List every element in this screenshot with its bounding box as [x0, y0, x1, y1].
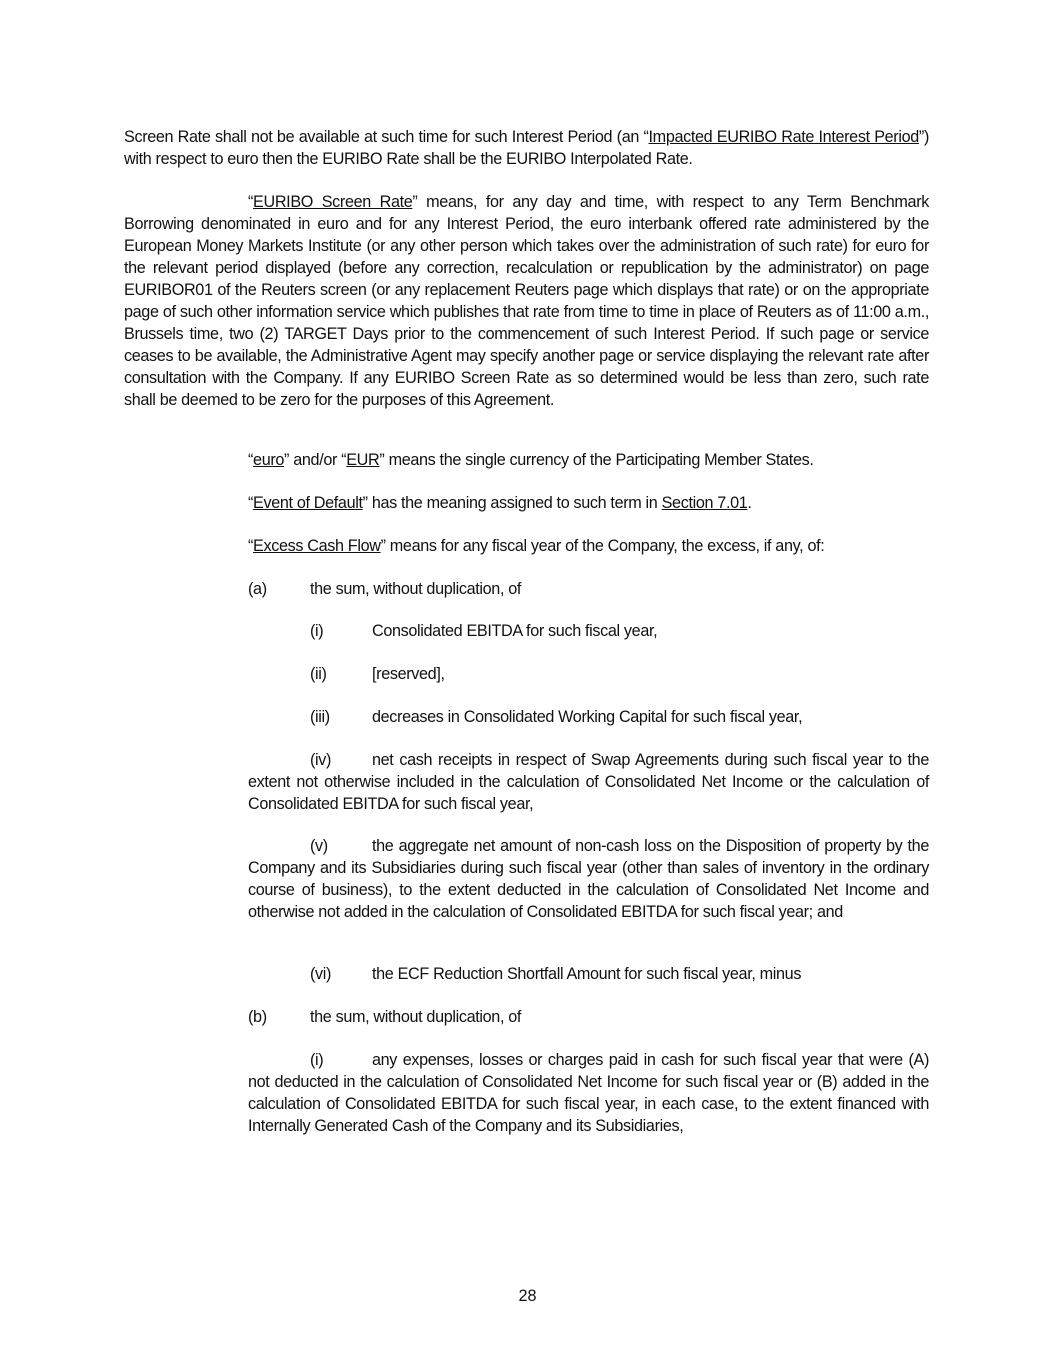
list-number: (b)	[248, 1008, 267, 1026]
list-item-a-iv	[248, 749, 929, 815]
list-item-a-iii	[310, 706, 929, 728]
list-number: (i)	[310, 1051, 324, 1069]
text: “	[248, 193, 254, 211]
text: ” means the single currency of the Participating Member States.	[379, 451, 814, 469]
defined-term: euro	[253, 451, 285, 469]
paragraph-euribo-screen-rate	[124, 191, 929, 411]
list-number: (v)	[310, 837, 328, 855]
text: ” and/or “	[284, 451, 347, 469]
paragraph-euro	[248, 449, 929, 471]
list-number: (a)	[248, 580, 267, 598]
list-text: decreases in Consolidated Working Capital for such fiscal year,	[372, 708, 803, 726]
text: Screen Rate shall not be available at such time for such Interest Period (an “	[124, 128, 649, 146]
text: ” has the meaning assigned to such term in	[362, 494, 662, 512]
paragraph-event-of-default	[248, 492, 929, 514]
list-item-b	[248, 1006, 929, 1028]
list-text: the ECF Reduction Shortfall Amount for such fiscal year, minus	[372, 965, 802, 983]
list-item-b-i	[248, 1049, 929, 1137]
list-item-a-i	[310, 620, 929, 642]
list-number: (iv)	[310, 751, 332, 769]
page-number: 28	[518, 1287, 537, 1305]
list-item-a-vi	[310, 963, 929, 985]
list-number: (i)	[310, 622, 324, 640]
paragraph-excess-cash-flow	[248, 535, 929, 557]
text: ” means for any fiscal year of the Company, the excess, if any, of:	[380, 537, 825, 555]
list-item-a-ii	[310, 663, 929, 685]
section-reference: Section 7.01	[661, 494, 748, 512]
list-text: net cash receipts in respect of Swap Agreements during such fiscal year to the extent not otherwise included in the calculation of Consolidated Net Income or the calculation of Consolidated EBITDA for such fiscal year,	[248, 751, 929, 813]
list-number: (vi)	[310, 965, 332, 983]
paragraph-impacted-euribo	[124, 126, 929, 170]
list-text: any expenses, losses or charges paid in cash for such fiscal year that were (A) not deducted in the calculation of Consolidated Net Income for such fiscal year or (B) added in the calculation of Consolidated EBITDA for such fiscal year, in each case, to the extent financed with Internally Generated Cash of the Company and its Subsidiaries,	[248, 1051, 929, 1135]
defined-term: Impacted EURIBO Rate Interest Period	[648, 128, 919, 146]
list-number: (ii)	[310, 665, 327, 683]
list-text: [reserved],	[372, 665, 445, 683]
list-text: the aggregate net amount of non-cash loss on the Disposition of property by the Company and its Subsidiaries during such fiscal year (other than sales of inventory in the ordinary course of business), to the extent deducted in the calculation of Consolidated Net Income and otherwise not added in the calculation of Consolidated EBITDA for such fiscal year; and	[248, 837, 929, 921]
defined-term: EUR	[346, 451, 380, 469]
list-text: the sum, without duplication, of	[310, 1008, 522, 1026]
list-item-a	[248, 578, 929, 600]
defined-term: EURIBO Screen Rate	[253, 193, 413, 211]
text: .	[747, 494, 752, 512]
text: “	[248, 537, 254, 555]
list-item-a-v	[248, 835, 929, 923]
list-text: Consolidated EBITDA for such fiscal year,	[372, 622, 658, 640]
list-text: the sum, without duplication, of	[310, 580, 522, 598]
list-number: (iii)	[310, 708, 330, 726]
defined-term: Event of Default	[253, 494, 363, 512]
text: ”) with respect to euro then the EURIBO Rate shall be the EURIBO Interpolated Rate.	[124, 128, 929, 168]
defined-term: Excess Cash Flow	[253, 537, 381, 555]
text: ” means, for any day and time, with respect to any Term Benchmark Borrowing denominated in euro and for any Interest Period, the euro interbank offered rate administered by the European Money Markets Institute (or any other person which takes over the administration of such rate) for euro for the relevant period displayed (before any correction, recalculation or republication by the administrator) on page EURIBOR01 of the Reuters screen (or any replacement Reuters page which displays that rate) or on the appropriate page of such other information service which publishes that rate from time to time in place of Reuters as of 11:00 a.m., Brussels time, two (2) TARGET Days prior to the commencement of such Interest Period. If such page or service ceases to be available, the Administrative Agent may specify another page or service displaying the relevant rate after consultation with the Company. If any EURIBO Screen Rate as so determined would be less than zero, such rate shall be deemed to be zero for the purposes of this Agreement.	[124, 193, 929, 409]
text: “	[248, 494, 254, 512]
text: “	[248, 451, 254, 469]
